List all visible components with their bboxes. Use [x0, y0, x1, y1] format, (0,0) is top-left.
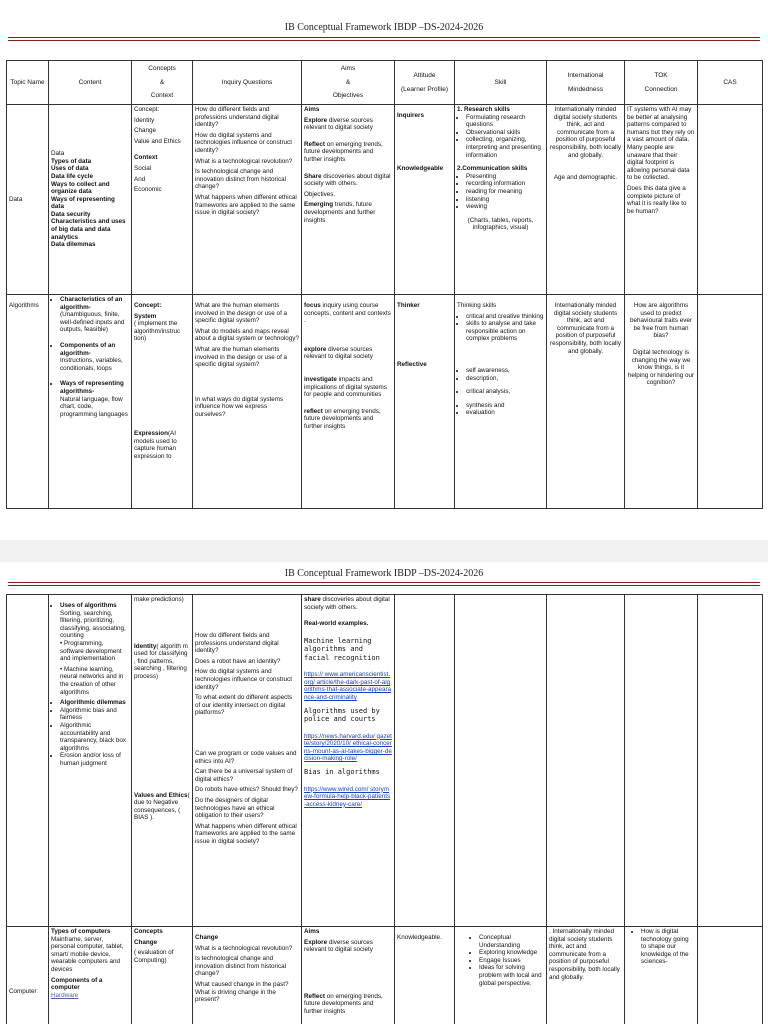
table-row-algorithms — [7, 295, 763, 509]
content-computer: Types of computers Mainframe, server, personal computer, tablet, smart/ mobile device, wearable computers and devices Components of a computer Hardware — [49, 927, 132, 1024]
page-header-title: IB Conceptual Framework IBDP –DS-2024-2026 — [284, 22, 484, 33]
topic-data: Data — [7, 105, 49, 295]
topic-computer: Computer — [7, 927, 49, 1024]
inquiry-algorithms-cont: How do different fields and professions understand digital identity? Does a robot have an identity? How do digital systems and technologies influence or construct identity? To what extent do different aspects of our identity intersect on digital platforms? Can we program or code values and ethics into AI? Can there be a universal system of digital ethics? Do robots have ethics? Should they? Do the designers of digital technologies have an ethical obligation to their users? What happens when different ethical frameworks are applied to the same issue in digital society? — [193, 595, 302, 927]
cas-data — [698, 105, 763, 295]
page-header-title-2: IB Conceptual Framework IBDP –DS-2024-2026 — [284, 568, 484, 579]
col-aims: Aims & Objectives — [302, 61, 395, 105]
framework-table-page-2 — [6, 594, 763, 1024]
col-content: Content — [49, 61, 132, 105]
attitude-computer: Knowledgeable. — [395, 927, 455, 1024]
col-intl: International Mindedness — [547, 61, 625, 105]
link-wired[interactable]: https://www.wired.com/ story/new-formula-help-black-patients-access-kidney-care/ — [304, 785, 391, 808]
col-skill: Skill — [455, 61, 547, 105]
framework-table-page-1 — [6, 60, 763, 509]
attitude-algorithms-cont — [395, 595, 455, 927]
inquiry-data: How do different fields and professions understand digital identity? How do digital systems and technologies influence or construct identity? What is a technological revolution? Is technological change and innovation distinct from historical change? What happens when different ethical frameworks are applied to the same issue in digital society? — [193, 105, 302, 295]
inquiry-computer: Change What is a technological revolution? Is technological change and innovation distinct from historical change? What caused change in the past? What is driving change in the present? — [193, 927, 302, 1024]
attitude-data: Inquirers Knowledgeable — [395, 105, 455, 295]
concepts-data: Concept: Identity Change Value and Ethics Context Social And Economic — [132, 105, 193, 295]
table-row-data — [7, 105, 763, 295]
table-header-row — [7, 61, 763, 105]
cas-algorithms — [698, 295, 763, 509]
aims-computer: Aims Explore diverse sources relevant to digital society Reflect on emerging trends, future developments and further insights — [302, 927, 395, 1024]
page-separator — [0, 540, 768, 562]
cas-computer — [698, 927, 763, 1024]
intl-computer: . Internationally minded digital society students think, act and communicate from a position of purposeful responsibility, both locally and globally. — [547, 927, 625, 1024]
attitude-algorithms: Thinker Reflective — [395, 295, 455, 509]
header-rule-4 — [8, 585, 760, 586]
tok-data: IT systems with AI may be better at analysing patterns compared to humans but they rely on a vast amount of data. Many people are unaware that their digital footprint is allowing personal data to be collected. Does this data give a complete picture of what it is really like to be human? — [625, 105, 698, 295]
cas-algorithms-cont — [698, 595, 763, 927]
topic-algorithms: Algorithms — [7, 295, 49, 509]
col-inquiry: Inquiry Questions — [193, 61, 302, 105]
concepts-computer: Concepts Change ( evaluation of Computing) — [132, 927, 193, 1024]
link-harvard[interactable]: https://news.harvard.edu/ gazette/story/2020/10/ ethical-concerns-mount-as-ai-takes-bigger-decision-making-role/ — [304, 732, 392, 763]
inquiry-algorithms: What are the human elements involved in the design or use of a specific digital system? What do models and maps reveal about a digital system or technology? What are the human elements involved in the design or use of a specific digital system? In what ways do digital systems influence how we express ourselves? — [193, 295, 302, 509]
example-facial-recognition: Machine learning algorithms and facial recognition — [304, 636, 380, 662]
aims-algorithms-cont: share discoveries about digital society with others. Real-world examples. Machine learning algorithms and facial recognition https:// www.americanscientist.org/ article/the-dark-past-of-algorithms-that-associate-appearance-and-criminality Algorithms used by police and courts https://news.harvard.edu/ gazette/story/2020/10/ ethical-concerns-mount-as-ai-takes-bigger-decision-making-role/ Bias in algorithms https://www.wired.com/ story/new-formula-help-black-patients-access-kidney-care/ — [302, 595, 395, 927]
tok-algorithms-cont — [625, 595, 698, 927]
col-attitude: Attitude (Learner Profile) — [395, 61, 455, 105]
header-rule-3 — [8, 582, 760, 583]
tok-computer: • How is digital technology going to shape our knowledge of the sciences- — [625, 927, 698, 1024]
example-bias: Bias in algorithms — [304, 768, 380, 777]
table-row-computer — [7, 927, 763, 1024]
topic-algorithms-cont — [7, 595, 49, 927]
skill-data: 1. Research skills • Formulating research questions • Observational skills • collecting, organizing, interpreting and presenting information 2.Communication skills • Presenting • recording information • reading for meaning • listening • viewing (Charts, tables, reports, infographics, visual) — [455, 105, 547, 295]
example-police-courts: Algorithms used by police and courts — [304, 706, 380, 724]
intl-algorithms-cont — [547, 595, 625, 927]
header-rule — [8, 37, 760, 38]
table-row-algorithms-cont — [7, 595, 763, 927]
page-2 — [0, 562, 768, 1024]
col-cas: CAS — [698, 61, 763, 105]
concepts-algorithms-cont: make predictions) Identity( algorith m used for classifying , find patterns, searching , filtering process) Values and Ethics( due to Negative consequences, ( BIAS ). — [132, 595, 193, 927]
col-concepts: Concepts & Context — [132, 61, 193, 105]
intl-algorithms: Internationally minded digital society students think, act and communicate from a position of purposeful responsibility, both locally and globally. — [547, 295, 625, 509]
skill-algorithms-cont — [455, 595, 547, 927]
aims-algorithms: focus inquiry using course concepts, content and contexts . explore diverse sources relevant to digital society investigate impacts and implications of digital systems for people and communities reflect on emerging trends, future developments and further insights — [302, 295, 395, 509]
skill-algorithms: Thinking skills • critical and creative thinking • skills to analyse and take responsible action on complex problems • self awareness, • description, • critical analysis, • synthesis and • evaluation — [455, 295, 547, 509]
col-tok: TOK Connection — [625, 61, 698, 105]
content-algorithms: • Characteristics of an algorithm- (Unambiguous, finite, well-defined inputs and outputs, feasible) • Components of an algorithm- Instructions, variables, conditionals, loops • Ways of representing algorithms- Natural language, flow chart, code, programming languages — [49, 295, 132, 509]
content-data: Data Types of data Uses of data Data life cycle Ways to collect and organize data Ways of representing data Data security Characteristics and uses of big data and data analytics Data dilemmas — [49, 105, 132, 295]
link-americanscientist[interactable]: https:// www.americanscientist.org/ article/the-dark-past-of-algorithms-that-associate-appearance-and-criminality — [304, 671, 392, 702]
tok-algorithms: How are algorithms used to predict behavioural traits ever be free from human bias? Digital technology is changing the way we know things, is it helping or hindering our cognition? — [625, 295, 698, 509]
content-algorithms-cont: • Uses of algorithms Sorting, searching, filtering, prioritizing, classifying, associating, counting • Programming, software development and implementation • Machine learning, neural networks and in the creation of other algorithms • Algorithmic dilemmas • Algorithmic bias and fairness • Algorithmic accountability and transparency, black box algorithms • Erosion and/or loss of human judgment — [49, 595, 132, 927]
concepts-algorithms: Concept: System ( implement the algorithm/instruc tion) Expression(AI models used to capture human expression to — [132, 295, 193, 509]
skill-computer: • Conceptual Understanding • Exploring knowledge • Engage Issues • Ideas for solving problem with local and global perspective. — [455, 927, 547, 1024]
intl-data: Internationally minded digital society students think, act and communicate from a position of purposeful responsibility, both locally and globally. Age and demographic. — [547, 105, 625, 295]
aims-data: Aims Explore diverse sources relevant to digital society Reflect on emerging trends, future developments and further insights Share discoveries about digital society with others. Objectives. Emerging trends, future developments and further insights — [302, 105, 395, 295]
col-topic: Topic Name — [7, 61, 49, 105]
header-rule-2 — [8, 40, 760, 41]
